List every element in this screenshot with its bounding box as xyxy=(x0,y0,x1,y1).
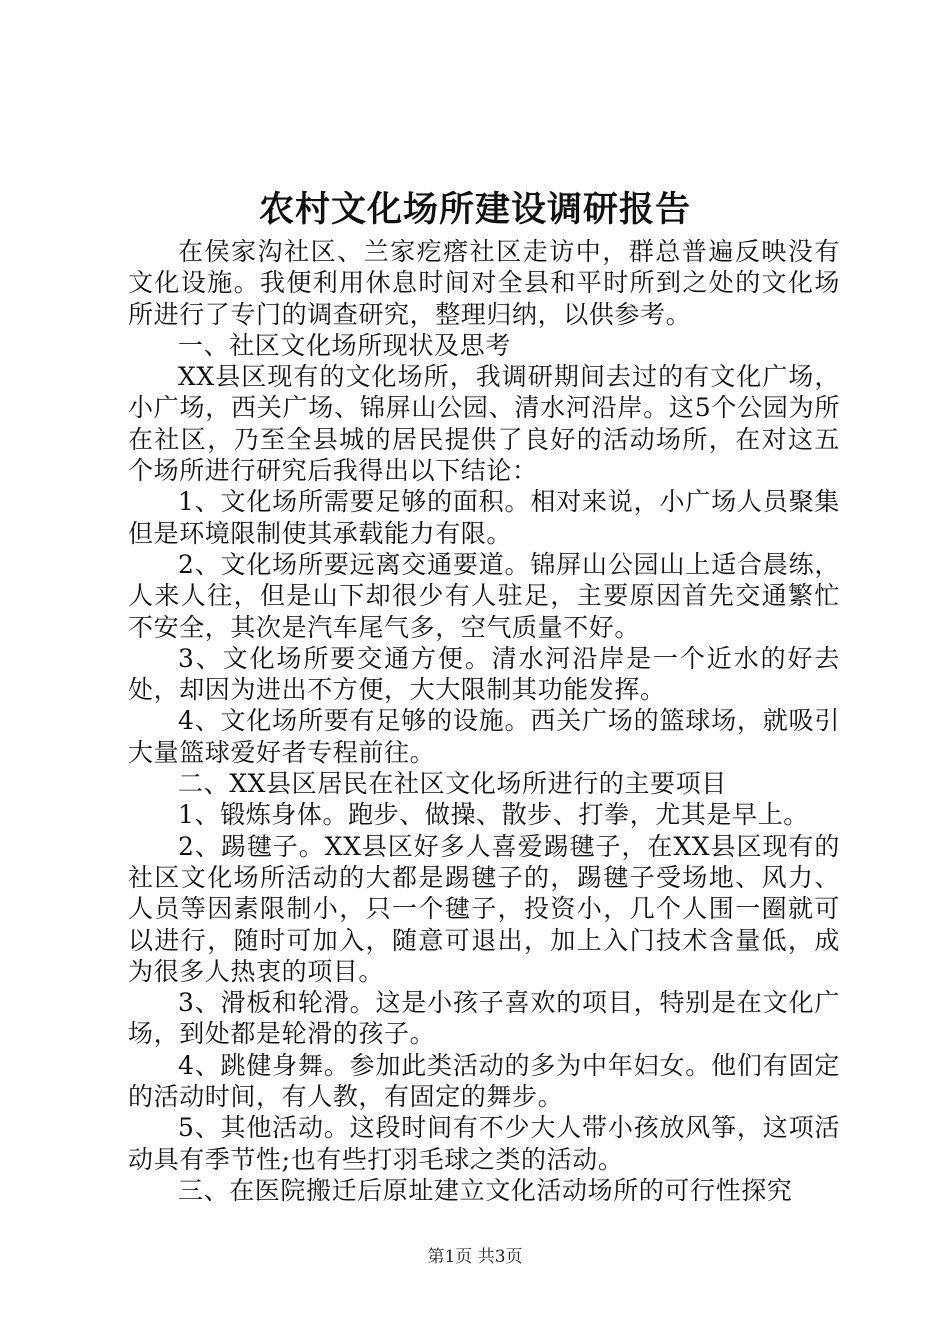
list-item-conclusion-3: 3、文化场所要交通方便。清水河沿岸是一个近水的好去处，却因为进出不方便，大大限制其功能发挥。 xyxy=(128,643,840,705)
heading-section-2: 二、XX县区居民在社区文化场所进行的主要项目 xyxy=(178,769,727,799)
list-item-activity-1: 1、锻炼身体。跑步、做操、散步、打拳，尤其是早上。 xyxy=(178,800,809,830)
heading-section-3: 三、在医院搬迁后原址建立文化活动场所的可行性探究 xyxy=(178,1175,793,1205)
page-footer: 第1页 共3页 xyxy=(427,1247,523,1267)
document-title: 农村文化场所建设调研报告 xyxy=(258,189,691,230)
list-item-activity-2: 2、踢毽子。XX县区好多人喜爱踢毽子，在XX县区现有的社区文化场所活动的大都是踢毽子的，踢毽子受场地、风力、人员等因素限制小，只一个毽子，投资小，几个人围一圈就可以进行，随时可加入，随意可退出，加上入门技术含量低，成为很多人热衷的项目。 xyxy=(128,831,840,986)
heading-section-1: 一、社区文化场所现状及思考 xyxy=(178,330,511,360)
list-item-conclusion-2: 2、文化场所要远离交通要道。锦屏山公园山上适合晨练，人来人往，但是山下却很少有人驻足，主要原因首先交通繁忙不安全，其次是汽车尾气多，空气质量不好。 xyxy=(128,549,840,642)
list-item-activity-5: 5、其他活动。这段时间有不少大人带小孩放风筝，这项活动具有季节性;也有些打羽毛球之类的活动。 xyxy=(128,1113,840,1174)
paragraph-venues: XX县区现有的文化场所，我调研期间去过的有文化广场，小广场，西关广场、锦屏山公园、清水河沿岸。这5个公园为所在社区，乃至全县城的居民提供了良好的活动场所，在对这五个场所进行研究后我得出以下结论： xyxy=(128,362,840,486)
list-item-activity-4: 4、跳健身舞。参加此类活动的多为中年妇女。他们有固定的活动时间，有人教，有固定的舞步。 xyxy=(128,1050,840,1112)
list-item-activity-3: 3、滑板和轮滑。这是小孩子喜欢的项目，特别是在文化广场，到处都是轮滑的孩子。 xyxy=(128,988,840,1049)
list-item-conclusion-1: 1、文化场所需要足够的面积。相对来说，小广场人员聚集但是环境限制使其承载能力有限。 xyxy=(128,487,840,548)
document-body xyxy=(128,236,840,1206)
paragraph-intro: 在侯家沟社区、兰家疙瘩社区走访中，群总普遍反映没有文化设施。我便利用休息时间对全县和平时所到之处的文化场所进行了专门的调查研究，整理归纳，以供参考。 xyxy=(128,237,840,329)
list-item-conclusion-4: 4、文化场所要有足够的设施。西关广场的篮球场，就吸引大量篮球爱好者专程前往。 xyxy=(128,706,840,767)
